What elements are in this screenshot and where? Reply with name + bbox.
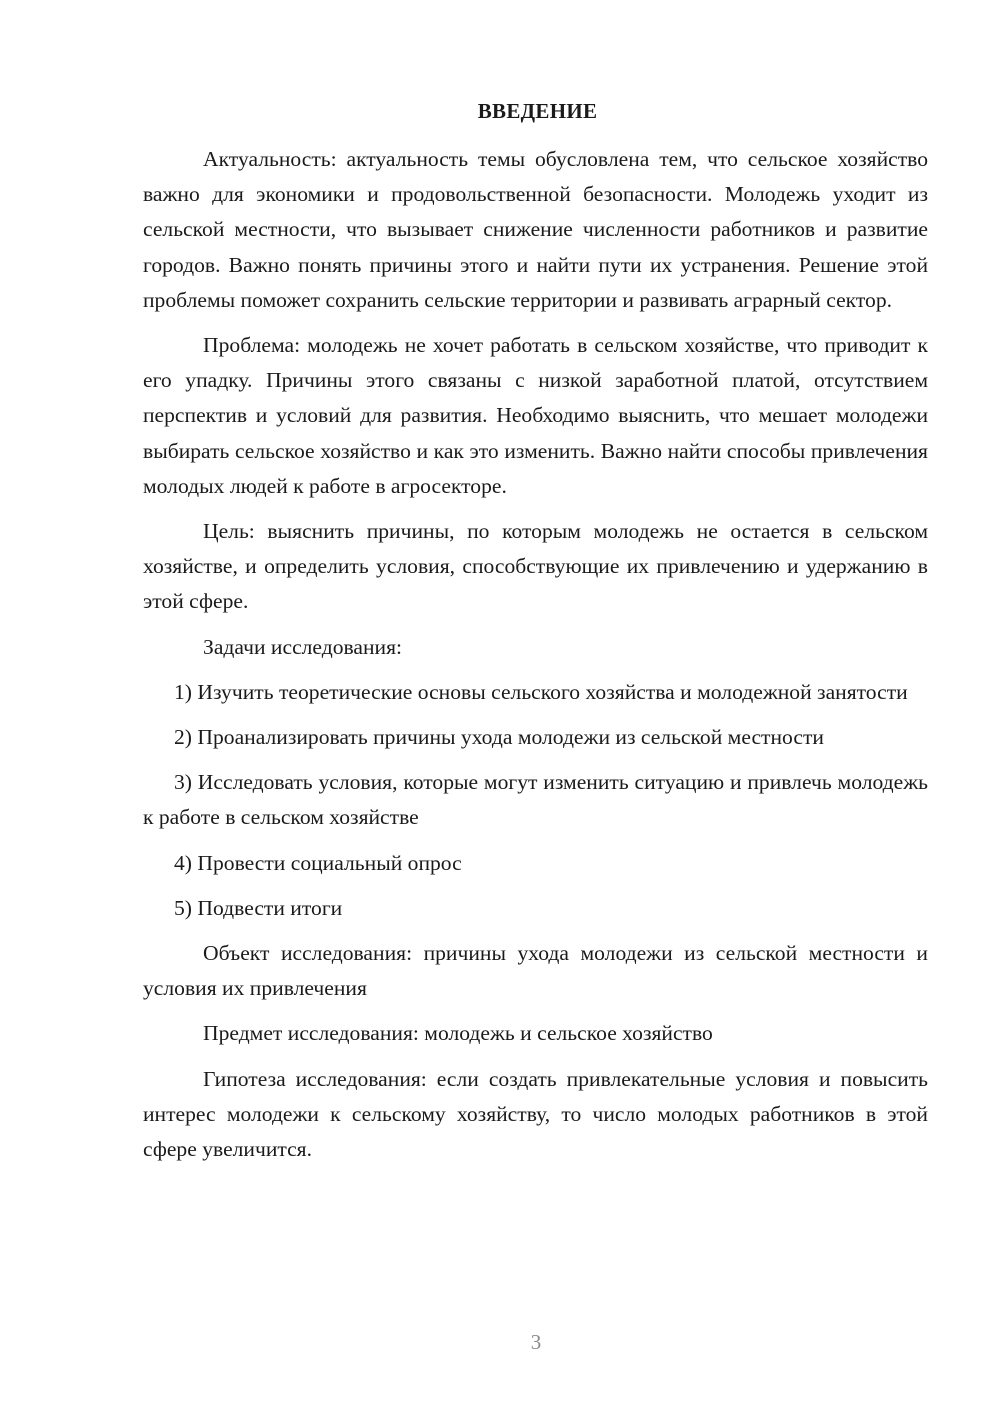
document-body (143, 142, 928, 1177)
paragraph-goal: Цель: выяснить причины, по которым молодежь не остается в сельском хозяйстве, и определить условия, способствующие их привлечению и удержанию в этой сфере. (143, 519, 928, 614)
task-item: 2) Проанализировать причины ухода молодежи из сельской местности (174, 725, 824, 750)
paragraph-problem: Проблема: молодежь не хочет работать в сельском хозяйстве, что приводит к его упадку. Причины этого связаны с низкой заработной платой, отсутствием перспектив и условий для развития. Необходимо выяснить, что мешает молодежи выбирать сельское хозяйство и как это изменить. Важно найти способы привлечения молодых людей к работе в агросекторе. (143, 333, 928, 498)
section-title: ВВЕДЕНИЕ (477, 99, 598, 123)
task-item: 5) Подвести итоги (174, 895, 343, 920)
task-item: 3) Исследовать условия, которые могут изменить ситуацию и привлечь молодежь к работе в сельском хозяйстве (143, 770, 928, 830)
page-number: 3 (530, 1330, 542, 1354)
task-item: 4) Провести социальный опрос (174, 850, 462, 875)
task-item: 1) Изучить теоретические основы сельского хозяйства и молодежной занятости (174, 679, 908, 704)
paragraph-hypothesis: Гипотеза исследования: если создать привлекательные условия и повысить интерес молодежи к сельскому хозяйству, то число молодых работников в этой сфере увеличится. (143, 1066, 928, 1162)
paragraph-relevance: Актуальность: актуальность темы обусловлена тем, что сельское хозяйство важно для экономики и продовольственной безопасности. Молодежь уходит из сельской местности, что вызывает снижение численности работников и развитие городов. Важно понять причины этого и найти пути их устранения. Решение этой проблемы поможет сохранить сельские территории и развивать аграрный сектор. (143, 147, 928, 312)
paragraph-subject: Предмет исследования: молодежь и сельское хозяйство (203, 1021, 713, 1046)
paragraph-object: Объект исследования: причины ухода молодежи из сельской местности и условия их привлечения (143, 941, 928, 1001)
paragraph-tasks-heading: Задачи исследования: (203, 634, 403, 659)
